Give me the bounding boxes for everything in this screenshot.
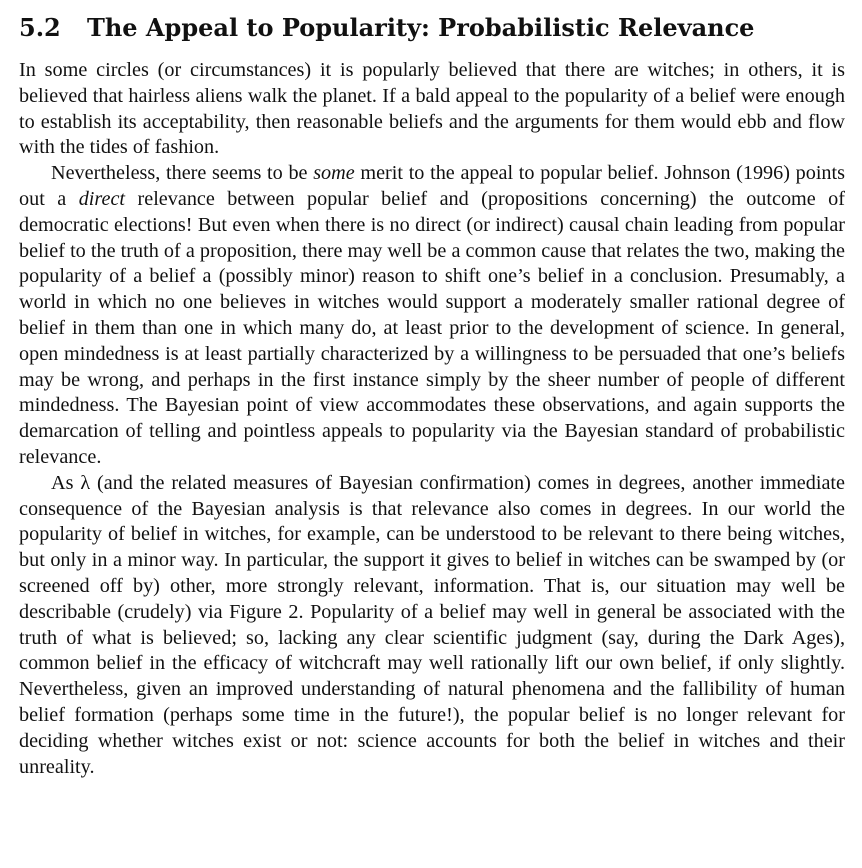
paragraph-text: merit to the appeal to popular belief. Johnson (1996) points out a xyxy=(19,162,845,210)
paragraph-text: In some circles (or circumstances) it is popularly believed that there are witches; in others, it is believed that hairless aliens walk the planet. If a bald appeal to the popularity of a belief were enough to establish its acceptability, then reasonable beliefs and the arguments for them would ebb and flow with the tides of fashion. xyxy=(19,59,845,159)
paragraph-nevertheless xyxy=(19,161,845,471)
section-title: The Appeal to Popularity: Probabilistic Relevance xyxy=(87,13,755,42)
paragraph-text: As λ (and the related measures of Bayesian confirmation) comes in degrees, another immediate consequence of the Bayesian analysis is that relevance also comes in degrees. In our world the popularity of belief in witches, for example, can be understood to be relevant to there being witches, but only in a minor way. In particular, the support it gives to belief in witches can be swamped by (or screened off by) other, more strongly relevant, information. That is, our situation may well be describable (crudely) via Figure 2. Popularity of a belief may well in general be associated with the truth of what is believed; so, lacking any clear scientific judgment (say, during the Dark Ages), common belief in the efficacy of witchcraft may well rationally lift our own belief, if only slightly. Nevertheless, given an improved understanding of natural phenomena and the fallibility of human belief formation (perhaps some time in the future!), the popular belief is no longer relevant for deciding whether witches exist or not: science accounts for both the belief in witches and their unreality. xyxy=(19,471,845,778)
section-number: 5.2 xyxy=(19,13,61,42)
paragraph-lambda xyxy=(19,471,845,781)
section-heading xyxy=(19,10,845,46)
emphasis-direct: direct xyxy=(78,187,126,210)
document-page xyxy=(19,10,845,780)
paragraph-text: relevance between popular belief and (propositions concerning) the outcome of democratic elections! But even when there is no direct (or indirect) causal chain leading from popular belief to the truth of a proposition, there may well be a common cause that relates the two, making the popularity of a belief a (possibly minor) reason to shift one’s belief in a conclusion. Presumably, a world in which no one believes in witches would support a moderately smaller rational degree of belief in them than one in which many do, at least prior to the development of science. In general, open mindedness is at least partially characterized by a willingness to be persuaded that one’s beliefs may be wrong, and perhaps in the first instance simply by the sheer number of people of different mindedness. The Bayesian point of view accommodates these observations, and again supports the demarcation of telling and pointless appeals to popularity via the Bayesian standard of probabilistic relevance. xyxy=(19,187,845,468)
emphasis-some: some xyxy=(313,162,355,185)
paragraph-intro xyxy=(19,58,845,161)
paragraph-text: Nevertheless, there seems to be xyxy=(51,162,314,185)
